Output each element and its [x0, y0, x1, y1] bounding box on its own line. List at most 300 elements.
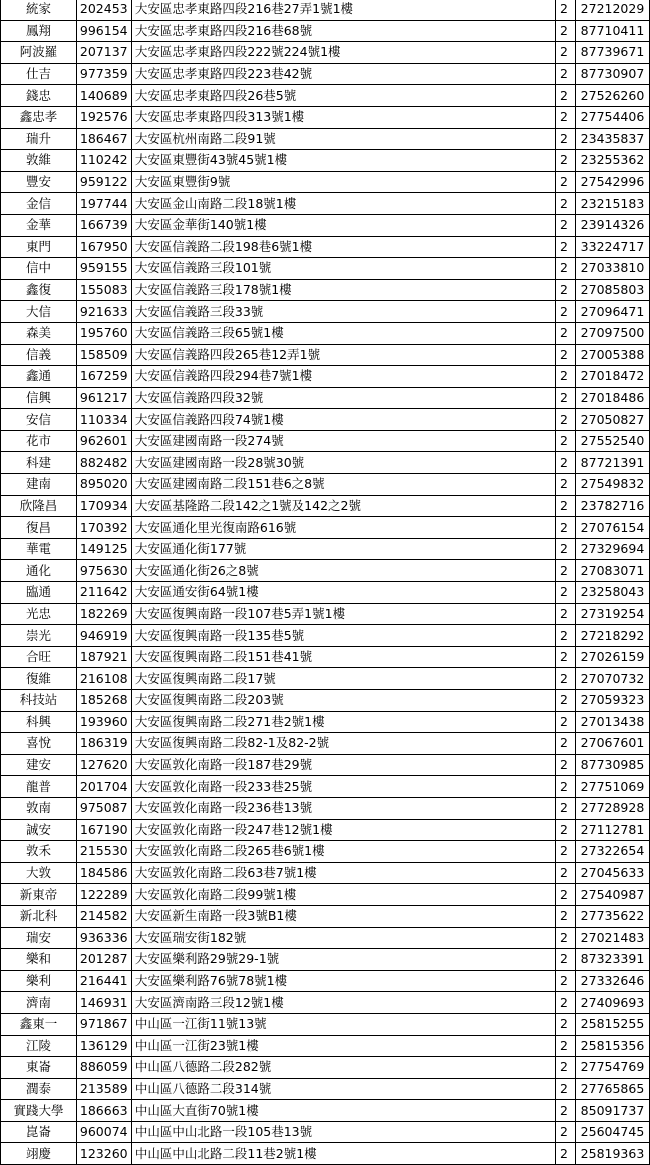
store-address-cell: 大安區建國南路一段274號 — [131, 430, 555, 452]
store-name-cell: 敦南 — [1, 797, 77, 819]
store-name-cell: 豐安 — [1, 171, 77, 193]
store-code-cell: 186319 — [76, 733, 131, 755]
store-name-cell: 東崙 — [1, 1057, 77, 1079]
table-row — [1, 85, 650, 107]
store-address-cell: 大安區復興南路二段151巷41號 — [131, 646, 555, 668]
store-code-cell: 146931 — [76, 992, 131, 1014]
store-name-cell: 仕吉 — [1, 63, 77, 85]
table-row — [1, 344, 650, 366]
table-row — [1, 797, 650, 819]
quantity-cell: 2 — [556, 560, 576, 582]
phone-cell: 27112781 — [575, 819, 649, 841]
table-row — [1, 582, 650, 604]
store-address-cell: 中山區一江街23號1樓 — [131, 1035, 555, 1057]
store-name-cell: 通化 — [1, 560, 77, 582]
store-name-cell: 錢忠 — [1, 85, 77, 107]
store-code-cell: 971867 — [76, 1013, 131, 1035]
store-code-cell: 959122 — [76, 171, 131, 193]
store-address-cell: 大安區敦化南路二段99號1樓 — [131, 884, 555, 906]
store-address-cell: 大安區忠孝東路四段313號1樓 — [131, 106, 555, 128]
store-name-cell: 鑫忠孝 — [1, 106, 77, 128]
table-row — [1, 474, 650, 496]
phone-cell: 27552540 — [575, 430, 649, 452]
phone-cell: 27751069 — [575, 776, 649, 798]
store-name-cell: 信義 — [1, 344, 77, 366]
store-address-cell: 大安區金華街140號1樓 — [131, 214, 555, 236]
table-row — [1, 905, 650, 927]
store-code-cell: 216441 — [76, 970, 131, 992]
store-name-cell: 科興 — [1, 711, 77, 733]
store-name-cell: 科建 — [1, 452, 77, 474]
store-name-cell: 科技站 — [1, 690, 77, 712]
store-address-cell: 大安區樂利路29號29-1號 — [131, 949, 555, 971]
quantity-cell: 2 — [556, 344, 576, 366]
phone-cell: 27097500 — [575, 322, 649, 344]
store-name-cell: 喜悅 — [1, 733, 77, 755]
store-address-cell: 大安區復興南路一段135巷5號 — [131, 625, 555, 647]
store-address-cell: 大安區敦化南路一段187巷29號 — [131, 754, 555, 776]
store-code-cell: 170934 — [76, 495, 131, 517]
phone-cell: 87323391 — [575, 949, 649, 971]
phone-cell: 27218292 — [575, 625, 649, 647]
table-row — [1, 668, 650, 690]
store-name-cell: 樂和 — [1, 949, 77, 971]
store-code-cell: 186663 — [76, 1100, 131, 1122]
store-code-cell: 207137 — [76, 42, 131, 64]
store-name-cell: 金華 — [1, 214, 77, 236]
phone-cell: 27526260 — [575, 85, 649, 107]
store-name-cell: 金信 — [1, 193, 77, 215]
store-name-cell: 華電 — [1, 538, 77, 560]
table-row — [1, 301, 650, 323]
store-address-cell: 大安區信義路三段65號1樓 — [131, 322, 555, 344]
quantity-cell: 2 — [556, 20, 576, 42]
phone-cell: 23255362 — [575, 150, 649, 172]
store-address-cell: 大安區通安街64號1樓 — [131, 582, 555, 604]
table-row — [1, 193, 650, 215]
phone-cell: 27754406 — [575, 106, 649, 128]
store-address-cell: 大安區信義路四段294巷7號1樓 — [131, 366, 555, 388]
phone-cell: 27542996 — [575, 171, 649, 193]
store-address-cell: 大安區敦化南路二段265巷6號1樓 — [131, 841, 555, 863]
quantity-cell: 2 — [556, 1035, 576, 1057]
quantity-cell: 2 — [556, 862, 576, 884]
phone-cell: 27059323 — [575, 690, 649, 712]
store-code-cell: 136129 — [76, 1035, 131, 1057]
store-address-cell: 大安區信義路三段178號1樓 — [131, 279, 555, 301]
store-code-cell: 187921 — [76, 646, 131, 668]
phone-cell: 87710411 — [575, 20, 649, 42]
table-row — [1, 1078, 650, 1100]
quantity-cell: 2 — [556, 603, 576, 625]
phone-cell: 27083071 — [575, 560, 649, 582]
phone-cell: 27212029 — [575, 0, 649, 20]
quantity-cell: 2 — [556, 819, 576, 841]
quantity-cell: 2 — [556, 193, 576, 215]
table-row — [1, 452, 650, 474]
quantity-cell: 2 — [556, 733, 576, 755]
quantity-cell: 2 — [556, 322, 576, 344]
store-address-cell: 大安區忠孝東路四段216巷27弄1號1樓 — [131, 0, 555, 20]
quantity-cell: 2 — [556, 884, 576, 906]
store-code-cell: 186467 — [76, 128, 131, 150]
store-code-cell: 960074 — [76, 1121, 131, 1143]
quantity-cell: 2 — [556, 85, 576, 107]
quantity-cell: 2 — [556, 949, 576, 971]
table-row — [1, 150, 650, 172]
quantity-cell: 2 — [556, 150, 576, 172]
store-code-cell: 882482 — [76, 452, 131, 474]
quantity-cell: 2 — [556, 128, 576, 150]
table-row — [1, 236, 650, 258]
store-address-cell: 大安區東豐街9號 — [131, 171, 555, 193]
store-address-cell: 大安區信義路四段32號 — [131, 387, 555, 409]
quantity-cell: 2 — [556, 582, 576, 604]
table-row — [1, 387, 650, 409]
quantity-cell: 2 — [556, 452, 576, 474]
store-address-cell: 大安區樂利路76號78號1樓 — [131, 970, 555, 992]
store-name-cell: 統家 — [1, 0, 77, 20]
phone-cell: 27319254 — [575, 603, 649, 625]
store-address-cell: 大安區信義路四段265巷12弄1號 — [131, 344, 555, 366]
store-address-cell: 大安區新生南路一段3號B1樓 — [131, 905, 555, 927]
quantity-cell: 2 — [556, 387, 576, 409]
table-row — [1, 970, 650, 992]
store-code-cell: 895020 — [76, 474, 131, 496]
store-code-cell: 216108 — [76, 668, 131, 690]
quantity-cell: 2 — [556, 690, 576, 712]
store-code-cell: 182269 — [76, 603, 131, 625]
store-name-cell: 復維 — [1, 668, 77, 690]
quantity-cell: 2 — [556, 1057, 576, 1079]
store-code-cell: 975630 — [76, 560, 131, 582]
phone-cell: 27045633 — [575, 862, 649, 884]
store-name-cell: 信興 — [1, 387, 77, 409]
store-address-cell: 大安區忠孝東路四段222號224號1樓 — [131, 42, 555, 64]
table-row — [1, 171, 650, 193]
table-row — [1, 625, 650, 647]
table-row — [1, 20, 650, 42]
table-row — [1, 884, 650, 906]
store-address-cell: 大安區建國南路二段151巷6之8號 — [131, 474, 555, 496]
table-row — [1, 63, 650, 85]
phone-cell: 27329694 — [575, 538, 649, 560]
phone-cell: 25604745 — [575, 1121, 649, 1143]
store-name-cell: 鑫復 — [1, 279, 77, 301]
table-row — [1, 538, 650, 560]
table-row — [1, 949, 650, 971]
table-row — [1, 754, 650, 776]
quantity-cell: 2 — [556, 430, 576, 452]
store-address-cell: 大安區建國南路一段28號30號 — [131, 452, 555, 474]
store-address-cell: 大安區東豐街43號45號1樓 — [131, 150, 555, 172]
store-code-cell: 975087 — [76, 797, 131, 819]
phone-cell: 25815255 — [575, 1013, 649, 1035]
store-code-cell: 110242 — [76, 150, 131, 172]
table-row — [1, 646, 650, 668]
store-name-cell: 新東帝 — [1, 884, 77, 906]
store-name-cell: 合旺 — [1, 646, 77, 668]
quantity-cell: 2 — [556, 625, 576, 647]
store-name-cell: 鑫東一 — [1, 1013, 77, 1035]
store-address-cell: 大安區通化里光復南路616號 — [131, 517, 555, 539]
quantity-cell: 2 — [556, 538, 576, 560]
store-address-cell: 大安區通化街177號 — [131, 538, 555, 560]
store-address-cell: 大安區杭州南路二段91號 — [131, 128, 555, 150]
table-row — [1, 927, 650, 949]
quantity-cell: 2 — [556, 905, 576, 927]
quantity-cell: 2 — [556, 711, 576, 733]
quantity-cell: 2 — [556, 301, 576, 323]
store-name-cell: 阿波羅 — [1, 42, 77, 64]
phone-cell: 27013438 — [575, 711, 649, 733]
table-row — [1, 733, 650, 755]
store-address-cell: 大安區敦化南路二段63巷7號1樓 — [131, 862, 555, 884]
store-code-cell: 921633 — [76, 301, 131, 323]
store-address-cell: 中山區八德路二段282號 — [131, 1057, 555, 1079]
store-code-cell: 127620 — [76, 754, 131, 776]
store-code-cell: 149125 — [76, 538, 131, 560]
store-code-cell: 201704 — [76, 776, 131, 798]
store-name-cell: 崑崙 — [1, 1121, 77, 1143]
store-code-cell: 946919 — [76, 625, 131, 647]
quantity-cell: 2 — [556, 214, 576, 236]
store-name-cell: 東門 — [1, 236, 77, 258]
store-code-cell: 185268 — [76, 690, 131, 712]
store-address-cell: 大安區復興南路二段203號 — [131, 690, 555, 712]
store-code-cell: 961217 — [76, 387, 131, 409]
store-code-cell: 201287 — [76, 949, 131, 971]
quantity-cell: 2 — [556, 754, 576, 776]
store-code-cell: 110334 — [76, 409, 131, 431]
store-code-cell: 886059 — [76, 1057, 131, 1079]
phone-cell: 23914326 — [575, 214, 649, 236]
phone-cell: 87730907 — [575, 63, 649, 85]
phone-cell: 27018472 — [575, 366, 649, 388]
table-row — [1, 1143, 650, 1165]
store-code-cell: 167190 — [76, 819, 131, 841]
store-code-cell: 158509 — [76, 344, 131, 366]
store-address-cell: 大安區濟南路三段12號1樓 — [131, 992, 555, 1014]
phone-cell: 27332646 — [575, 970, 649, 992]
table-row — [1, 711, 650, 733]
table-row — [1, 279, 650, 301]
quantity-cell: 2 — [556, 1013, 576, 1035]
table-row — [1, 603, 650, 625]
phone-cell: 27050827 — [575, 409, 649, 431]
store-name-cell: 敦禾 — [1, 841, 77, 863]
store-code-cell: 215530 — [76, 841, 131, 863]
phone-cell: 27076154 — [575, 517, 649, 539]
store-address-cell: 大安區復興南路二段17號 — [131, 668, 555, 690]
store-name-cell: 瑞安 — [1, 927, 77, 949]
phone-cell: 27765865 — [575, 1078, 649, 1100]
store-address-cell: 中山區中山北路一段105巷13號 — [131, 1121, 555, 1143]
store-code-cell: 977359 — [76, 63, 131, 85]
store-code-cell: 167950 — [76, 236, 131, 258]
store-name-cell: 安信 — [1, 409, 77, 431]
phone-cell: 23258043 — [575, 582, 649, 604]
quantity-cell: 2 — [556, 1078, 576, 1100]
store-code-cell: 959155 — [76, 258, 131, 280]
store-name-cell: 翊慶 — [1, 1143, 77, 1165]
table-row — [1, 495, 650, 517]
quantity-cell: 2 — [556, 236, 576, 258]
phone-cell: 27005388 — [575, 344, 649, 366]
store-address-cell: 大安區敦化南路一段247巷12號1樓 — [131, 819, 555, 841]
phone-cell: 27540987 — [575, 884, 649, 906]
store-name-cell: 鳳翔 — [1, 20, 77, 42]
phone-cell: 27021483 — [575, 927, 649, 949]
quantity-cell: 2 — [556, 1100, 576, 1122]
quantity-cell: 2 — [556, 797, 576, 819]
store-code-cell: 211642 — [76, 582, 131, 604]
table-row — [1, 862, 650, 884]
store-name-cell: 建南 — [1, 474, 77, 496]
quantity-cell: 2 — [556, 970, 576, 992]
table-row — [1, 1035, 650, 1057]
quantity-cell: 2 — [556, 841, 576, 863]
store-name-cell: 大信 — [1, 301, 77, 323]
table-row — [1, 214, 650, 236]
store-address-cell: 中山區大直街70號1樓 — [131, 1100, 555, 1122]
store-address-cell: 大安區信義路三段101號 — [131, 258, 555, 280]
store-code-cell: 193960 — [76, 711, 131, 733]
store-address-cell: 大安區金山南路二段18號1樓 — [131, 193, 555, 215]
store-code-cell: 167259 — [76, 366, 131, 388]
phone-cell: 87739671 — [575, 42, 649, 64]
table-row — [1, 409, 650, 431]
table-row — [1, 517, 650, 539]
store-address-cell: 大安區忠孝東路四段223巷42號 — [131, 63, 555, 85]
quantity-cell: 2 — [556, 646, 576, 668]
store-name-cell: 信中 — [1, 258, 77, 280]
store-code-cell: 192576 — [76, 106, 131, 128]
phone-cell: 23215183 — [575, 193, 649, 215]
table-row — [1, 128, 650, 150]
phone-cell: 25815356 — [575, 1035, 649, 1057]
quantity-cell: 2 — [556, 495, 576, 517]
store-name-cell: 建安 — [1, 754, 77, 776]
table-row — [1, 430, 650, 452]
store-address-cell: 大安區信義路三段33號 — [131, 301, 555, 323]
store-code-cell: 123260 — [76, 1143, 131, 1165]
quantity-cell: 2 — [556, 409, 576, 431]
store-code-cell: 184586 — [76, 862, 131, 884]
quantity-cell: 2 — [556, 171, 576, 193]
table-row — [1, 1121, 650, 1143]
store-address-cell: 大安區瑞安街182號 — [131, 927, 555, 949]
store-code-cell: 195760 — [76, 322, 131, 344]
table-row — [1, 776, 650, 798]
store-code-cell: 122289 — [76, 884, 131, 906]
phone-cell: 27067601 — [575, 733, 649, 755]
store-address-cell: 大安區敦化南路一段236巷13號 — [131, 797, 555, 819]
quantity-cell: 2 — [556, 106, 576, 128]
phone-cell: 23782716 — [575, 495, 649, 517]
phone-cell: 85091737 — [575, 1100, 649, 1122]
store-name-cell: 瑞升 — [1, 128, 77, 150]
store-name-cell: 臨通 — [1, 582, 77, 604]
table-row — [1, 819, 650, 841]
quantity-cell: 2 — [556, 279, 576, 301]
store-address-cell: 大安區復興南路二段271巷2號1樓 — [131, 711, 555, 733]
store-code-cell: 214582 — [76, 905, 131, 927]
quantity-cell: 2 — [556, 474, 576, 496]
phone-cell: 27070732 — [575, 668, 649, 690]
table-row — [1, 0, 650, 20]
quantity-cell: 2 — [556, 1143, 576, 1165]
store-code-cell: 155083 — [76, 279, 131, 301]
store-address-cell: 中山區中山北路二段11巷2號1樓 — [131, 1143, 555, 1165]
store-table-body — [1, 0, 650, 1165]
store-code-cell: 213589 — [76, 1078, 131, 1100]
table-row — [1, 1057, 650, 1079]
store-name-cell: 復昌 — [1, 517, 77, 539]
phone-cell: 27322654 — [575, 841, 649, 863]
phone-cell: 27728928 — [575, 797, 649, 819]
store-code-cell: 166739 — [76, 214, 131, 236]
store-name-cell: 大敦 — [1, 862, 77, 884]
phone-cell: 27085803 — [575, 279, 649, 301]
quantity-cell: 2 — [556, 63, 576, 85]
quantity-cell: 2 — [556, 366, 576, 388]
store-address-cell: 大安區基隆路二段142之1號及142之2號 — [131, 495, 555, 517]
quantity-cell: 2 — [556, 668, 576, 690]
phone-cell: 27033810 — [575, 258, 649, 280]
store-name-cell: 江陵 — [1, 1035, 77, 1057]
phone-cell: 33224717 — [575, 236, 649, 258]
table-row — [1, 560, 650, 582]
store-name-cell: 鑫通 — [1, 366, 77, 388]
store-address-cell: 中山區八德路二段314號 — [131, 1078, 555, 1100]
store-name-cell: 龍普 — [1, 776, 77, 798]
phone-cell: 87721391 — [575, 452, 649, 474]
store-name-cell: 光忠 — [1, 603, 77, 625]
store-name-cell: 森美 — [1, 322, 77, 344]
table-row — [1, 258, 650, 280]
phone-cell: 27026159 — [575, 646, 649, 668]
table-row — [1, 42, 650, 64]
quantity-cell: 2 — [556, 258, 576, 280]
store-code-cell: 936336 — [76, 927, 131, 949]
phone-cell: 27409693 — [575, 992, 649, 1014]
store-code-cell: 197744 — [76, 193, 131, 215]
store-address-cell: 中山區一江街11號13號 — [131, 1013, 555, 1035]
phone-cell: 23435837 — [575, 128, 649, 150]
store-address-cell: 大安區信義路四段74號1樓 — [131, 409, 555, 431]
store-name-cell: 崇光 — [1, 625, 77, 647]
store-code-cell: 962601 — [76, 430, 131, 452]
quantity-cell: 2 — [556, 1121, 576, 1143]
quantity-cell: 2 — [556, 992, 576, 1014]
phone-cell: 27018486 — [575, 387, 649, 409]
phone-cell: 87730985 — [575, 754, 649, 776]
store-address-cell: 大安區復興南路一段107巷5弄1號1樓 — [131, 603, 555, 625]
phone-cell: 27754769 — [575, 1057, 649, 1079]
table-row — [1, 1013, 650, 1035]
store-name-cell: 樂利 — [1, 970, 77, 992]
store-code-cell: 996154 — [76, 20, 131, 42]
store-name-cell: 實踐大學 — [1, 1100, 77, 1122]
store-name-cell: 花市 — [1, 430, 77, 452]
quantity-cell: 2 — [556, 927, 576, 949]
store-code-cell: 140689 — [76, 85, 131, 107]
phone-cell: 27735622 — [575, 905, 649, 927]
table-row — [1, 322, 650, 344]
store-name-cell: 新北科 — [1, 905, 77, 927]
table-row — [1, 841, 650, 863]
